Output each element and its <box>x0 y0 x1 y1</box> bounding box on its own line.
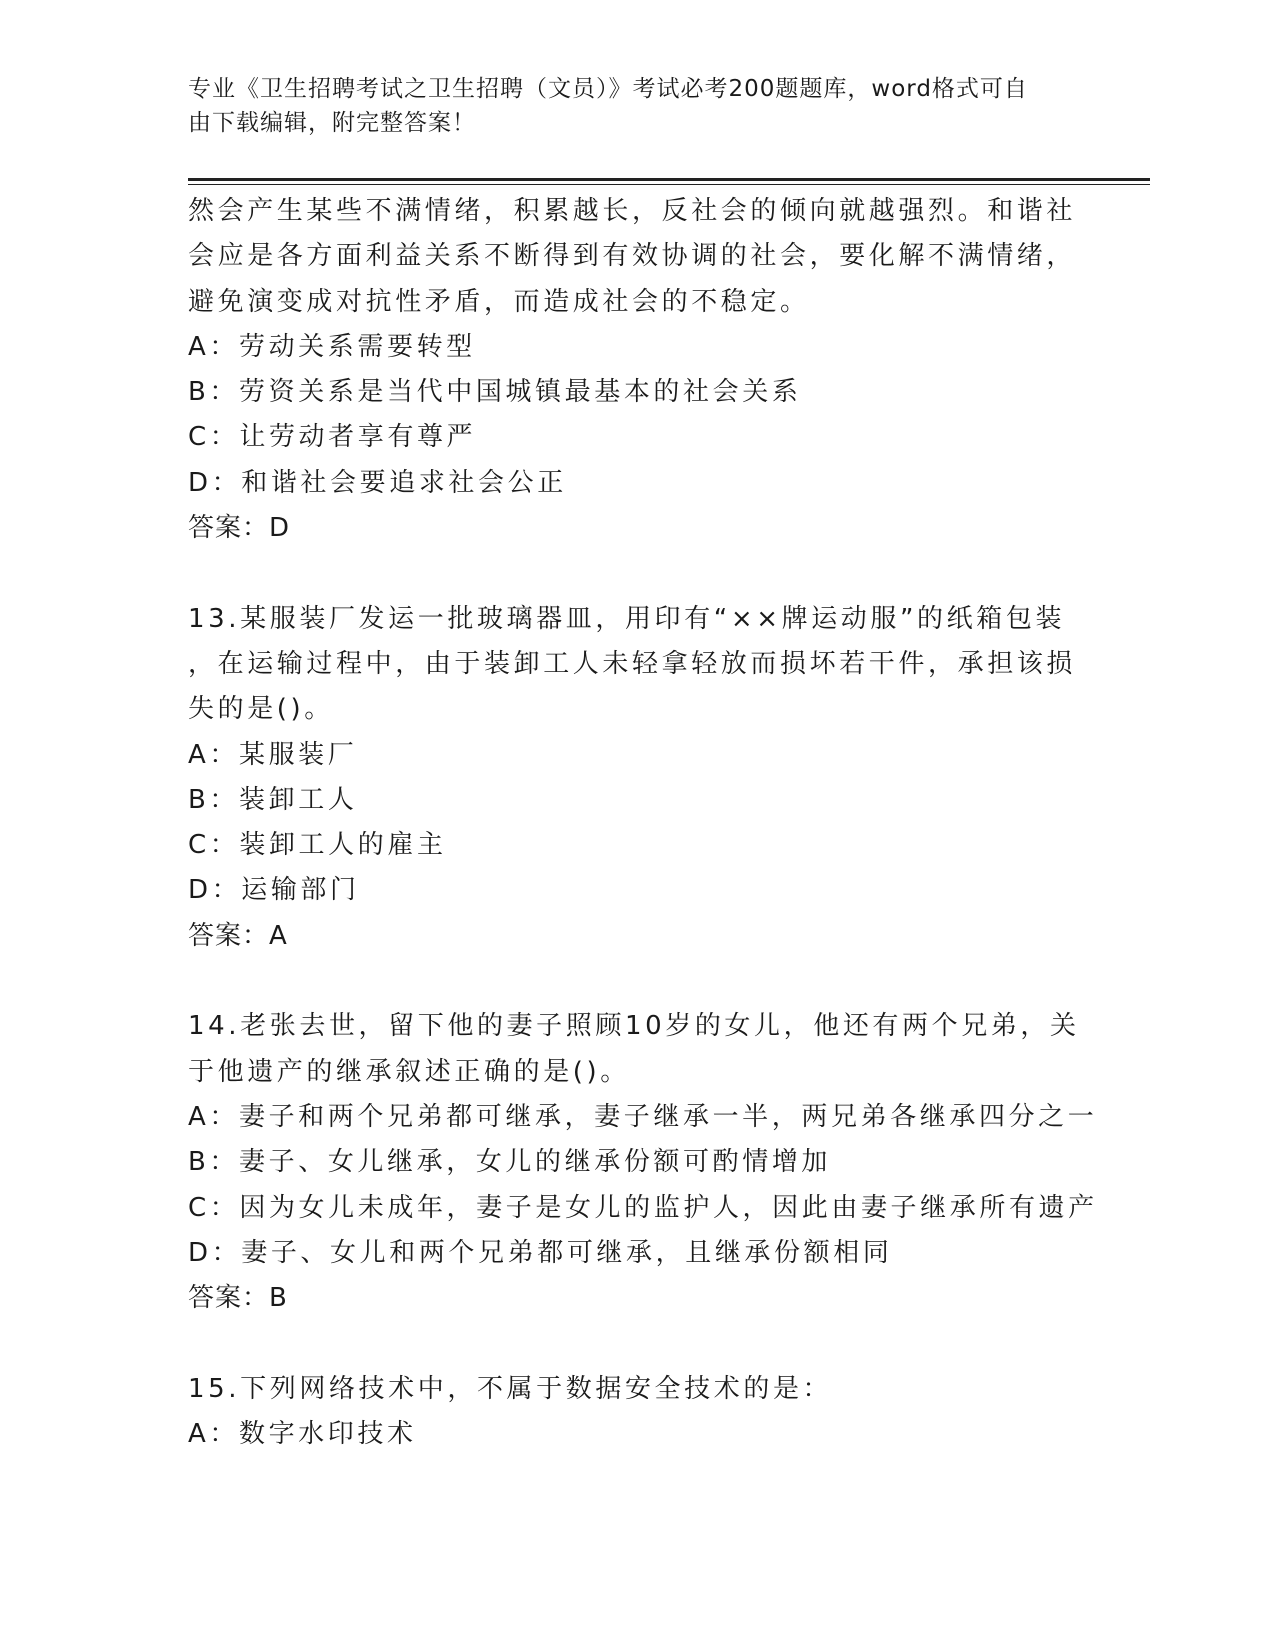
question-14 <box>188 1004 1098 1321</box>
question-stem-line: 15.下列网络技术中，不属于数据安全技术的是： <box>188 1373 833 1404</box>
header-line-2: 由下载编辑，附完整答案！ <box>188 110 476 136</box>
question-stem-line: 14.老张去世，留下他的妻子照顾10岁的女儿，他还有两个兄弟，关 <box>188 1011 1080 1042</box>
question-12-continuation <box>188 189 1088 551</box>
option-a: A：妻子和两个兄弟都可继承，妻子继承一半，两兄弟各继承四分之一 <box>188 1101 1098 1132</box>
question-stem-line: 失的是()。 <box>188 694 334 725</box>
question-stem-line: 然会产生某些不满情绪，积累越长，反社会的倾向就越强烈。和谐社 <box>188 196 1077 226</box>
option-b: B：妻子、女儿继承，女儿的继承份额可酌情增加 <box>188 1147 832 1178</box>
answer-line: 答案：A <box>188 920 288 951</box>
question-stem-line: 13.某服装厂发运一批玻璃器皿，用印有“××牌运动服”的纸箱包装 <box>188 603 1066 634</box>
document-header <box>188 72 1068 140</box>
option-a: A：某服装厂 <box>188 739 358 770</box>
question-stem-line: 避免演变成对抗性矛盾，而造成社会的不稳定。 <box>188 286 810 317</box>
spacer <box>188 959 1088 1004</box>
option-c: C：装卸工人的雇主 <box>188 830 447 861</box>
option-b: B：劳资关系是当代中国城镇最基本的社会关系 <box>188 377 802 408</box>
option-d: D：妻子、女儿和两个兄弟都可继承，且继承份额相同 <box>188 1237 893 1268</box>
option-c: C：因为女儿未成年，妻子是女儿的监护人，因此由妻子继承所有遗产 <box>188 1192 1098 1223</box>
answer-line: 答案：B <box>188 1283 288 1314</box>
header-divider-thick <box>188 178 1150 181</box>
spacer <box>188 1321 1088 1366</box>
option-a: A：劳动关系需要转型 <box>188 331 476 362</box>
question-stem-line: 会应是各方面利益关系不断得到有效协调的社会，要化解不满情绪， <box>188 241 1077 272</box>
answer-line: 答案：D <box>188 513 291 544</box>
header-line-1: 专业《卫生招聘考试之卫生招聘（文员）》考试必考200题题库，word格式可自 <box>188 76 1028 102</box>
document-body <box>188 189 1098 1457</box>
question-15 <box>188 1367 1088 1458</box>
question-stem-line: 于他遗产的继承叙述正确的是()。 <box>188 1056 630 1087</box>
option-d: D：和谐社会要追求社会公正 <box>188 467 567 498</box>
option-d: D：运输部门 <box>188 875 360 906</box>
question-stem-line: ，在运输过程中，由于装卸工人未轻拿轻放而损坏若干件，承担该损 <box>188 648 1077 679</box>
option-a: A：数字水印技术 <box>188 1419 417 1450</box>
option-c: C：让劳动者享有尊严 <box>188 422 477 453</box>
spacer <box>188 551 1088 596</box>
header-divider-thin <box>188 184 1150 185</box>
question-13 <box>188 597 1088 959</box>
option-b: B：装卸工人 <box>188 784 358 815</box>
